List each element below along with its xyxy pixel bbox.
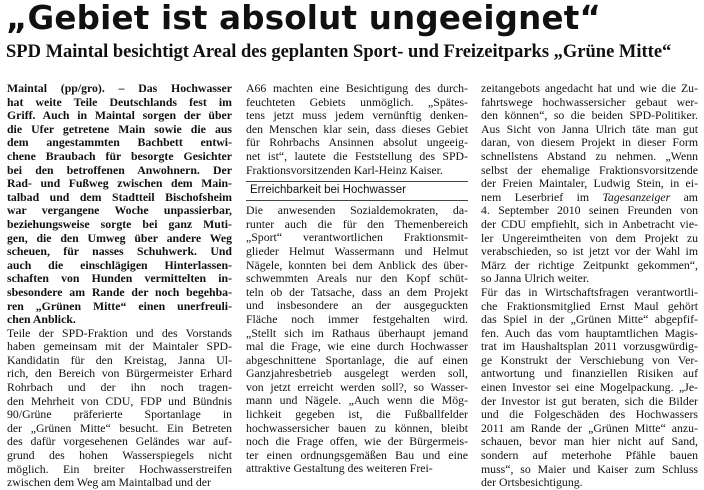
text-line: der CDU empfiehlt, sich in Anbetracht vie- <box>481 216 698 231</box>
text-line: Fraktionsvorsitzenden Karl-Heinz Kaiser. <box>246 162 443 177</box>
text-line: auch die einschlägigen Hinterlassen- <box>7 257 232 272</box>
body-paragraph <box>7 327 232 490</box>
text-line: Für das in Wirtschaftsfragen verantwortli- <box>481 284 698 299</box>
text-line: schnellstens Abstand zu nehmen. „Wenn <box>481 148 698 163</box>
text-line: Fläche noch immer festgehalten wird. <box>246 311 468 326</box>
column-2 <box>246 82 468 476</box>
text-line: bei den betroffenen Anwohnern. Der <box>7 162 232 177</box>
text-line: der „Grünen Mitte“ besucht. Ein Betreten <box>7 420 232 435</box>
body-paragraph <box>481 82 698 286</box>
text-line: war vergangene Woche unpassierbar, <box>7 203 232 218</box>
text-line: antwortung und finanziellen Risiken auf <box>481 366 698 381</box>
text-line: fen. Auch das vom hauptamtlichen Magis- <box>481 325 698 340</box>
text-line: daran, von diesem Projekt in dieser Form <box>481 135 698 150</box>
text-line: net ist“, lautete die Feststellung des SPD- <box>246 148 468 163</box>
body-paragraph <box>481 286 698 490</box>
text-line: schaften von Hunden vermittelten in- <box>7 271 232 286</box>
text-line: den Mehrheit von CDU, FDP und Bündnis <box>7 393 232 408</box>
text-line: beziehungsweise sorgte bei ganz Muti- <box>7 216 232 231</box>
section-subheading: Erreichbarkeit bei Hochwasser <box>246 181 468 201</box>
text-line: ter einen ordnungsgemäßen Bau und eine <box>246 447 468 462</box>
text-line: mann und Nägele. „Auch wenn die Mög- <box>246 393 468 408</box>
lead-paragraph <box>7 82 232 327</box>
text-line: Rad- und Fußweg zwischen dem Main- <box>7 176 232 191</box>
text-line: attraktive Gestaltung des weiteren Frei- <box>246 461 433 476</box>
text-line: Die anwesenden Sozialdemokraten, da- <box>246 203 468 218</box>
text-line: verabschieden, so ist jetzt vor der Wahl im <box>481 244 698 259</box>
text-line: chene Braubach für besorgte Gesichter <box>7 148 232 163</box>
column-3 <box>481 82 698 490</box>
text-line: den können“, so die beiden SPD-Politiker. <box>481 108 698 123</box>
text-line: Rohrbach und der ihn noch tragen- <box>7 380 232 395</box>
text-line: Teile der SPD-Fraktion und des Vorstands <box>7 325 232 340</box>
body-paragraph <box>246 82 468 177</box>
text-line: das Spiel in der „Grünen Mitte“ abgepfif- <box>481 312 698 327</box>
text-line: nem Leserbrief im Tagesanzeiger am <box>481 189 698 204</box>
text-line: talbad und dem Stadtteil Bischofsheim <box>7 189 232 204</box>
text-line: für Rohrbachs Ansinnen absolut ungeeig- <box>246 135 468 150</box>
text-line: A66 machten eine Besichtigung des durch- <box>246 81 468 95</box>
text-line: zeitangebots angedacht hat und wie die Zu- <box>481 81 698 95</box>
text-line: und die Folgeschäden des Hochwassers <box>481 407 698 422</box>
text-line: grund des hohen Wasserspiegels nicht <box>7 448 232 463</box>
text-line: noch die Frage offen, wie der Bürgermeis- <box>246 434 468 449</box>
text-line: fahrtswege hochwassersicher gebaut wer- <box>481 94 698 109</box>
text-line: ren „Grünen Mitte“ einen unerfreuli- <box>7 298 232 313</box>
text-line: von jetzt erreicht werden soll?, so Wasser- <box>246 379 468 394</box>
text-line: März der richtige Zeitpunkt gekommen“, <box>481 257 698 272</box>
text-line: schwemmten Areals nur den Kopf schüt- <box>246 271 468 286</box>
text-line: mal die Frage, wie eine durch Hochwasser <box>246 339 468 354</box>
text-line: feuchteten Gebiets unmöglich. „Spätes- <box>246 94 468 109</box>
text-line: und insbesondere an der ausgeguckten <box>246 298 468 313</box>
text-line: lichkeit gegeben ist, die Fußballfelder <box>246 407 468 422</box>
text-line: Griff. Auch in Maintal sorgen der über <box>7 108 232 123</box>
text-line: chen Anblick. <box>7 312 76 327</box>
text-line: trat im Haushaltsplan 2011 vorzusgwürdig- <box>481 339 698 354</box>
text-line: runter auch die für den Themenbereich <box>246 216 468 231</box>
text-line: Ganzjahresbetrieb ausgelegt werden soll, <box>246 366 468 381</box>
text-line: gen, die den Umweg über andere Weg <box>7 230 232 245</box>
text-line: die Ufer getretene Main sowie die aus <box>7 121 232 136</box>
text-line: 4. September 2010 seinen Freunden von <box>481 203 698 218</box>
text-line: einen Investor sei eine Mogelpackung. „Je- <box>481 380 698 395</box>
text-line: sbesondere am Rande der noch begehba- <box>7 284 232 299</box>
text-line: 90/Grüne präferierte Sportanlage in <box>7 407 232 422</box>
text-line: hochwassersicher bauen zu können, bleibt <box>246 420 468 435</box>
text-line: teln ob der Tatsache, dass an dem Projekt <box>246 284 468 299</box>
newspaper-name: Tagesanzeiger <box>602 189 671 204</box>
text-line: che Fraktionsmitglied Ernst Maul gehört <box>481 298 698 313</box>
text-line: rich, den Bereich von Bürgermeister Erhard <box>7 366 232 381</box>
text-line: des dafür vorgesehenen Geländes war auf- <box>7 434 232 449</box>
text-line: „Sport“ verantwortlichen Fraktionsmit- <box>246 230 468 245</box>
text-line: glieder Helmut Wassermann und Helmut <box>246 243 468 258</box>
text-line: sondern auf meterhohe Pfähle bauen <box>481 448 698 463</box>
text-line: den Menschen klar sein, dass dieses Gebiet <box>246 121 468 136</box>
body-paragraph <box>246 204 468 476</box>
text-line: dem angestammten Bachbett entwi- <box>7 135 232 150</box>
text-line: abgeschnittene Sportanlage, die auf einen <box>246 352 468 367</box>
text-line: „Stellt sich im Rathaus überhaupt jemand <box>246 325 468 340</box>
text-line: Nägele, konnten bei dem Anblick des über- <box>246 257 468 272</box>
text-line: ler Ungereimtheiten von dem Projekt zu <box>481 230 698 245</box>
text-line: muss“, so Maier und Kaiser zum Schluss <box>481 461 698 476</box>
text-line: so Janna Ulrich weiter. <box>481 271 590 286</box>
text-line: zwischen dem Weg am Maintalbad und der <box>7 475 211 490</box>
article-headline: „Gebiet ist absolut ungeeignet“ <box>6 0 602 37</box>
text-line: schauen, bevor man hier nicht auf Sand, <box>481 434 698 449</box>
text-line: der Investor ist gut beraten, sich die Bilder <box>481 393 698 408</box>
text-line: scheuen, für nasses Schuhwerk. Und <box>7 244 232 259</box>
column-1 <box>7 82 232 490</box>
text-line: 2011 am Rande der „Grünen Mitte“ anzu- <box>481 420 698 435</box>
text-line: möglich. Ein breiter Hochwasserstreifen <box>7 461 232 476</box>
text-line: hat weite Teile Deutschlands fest im <box>7 94 232 109</box>
text-line: Maintal (pp/gro). – Das Hochwasser <box>7 81 232 95</box>
article-subheadline: SPD Maintal besichtigt Areal des geplanten Sport- und Freizeitparks „Grüne Mitte“ <box>6 42 672 62</box>
text-line: haben gemeinsam mit der Maintaler SPD- <box>7 339 232 354</box>
text-line: ge Konstrukt der Verschiebung von Ver- <box>481 352 698 367</box>
text-line: Kandidatin für den Kreistag, Janna Ul- <box>7 352 232 367</box>
text-line: tens jetzt muss jedem vernünftig denken- <box>246 108 468 123</box>
text-line: der Ortsbesichtigung. <box>481 475 583 490</box>
text-line: Aus Sicht von Janna Ulrich täte man gut <box>481 121 698 136</box>
text-line: selbst der ehemalige Fraktionsvorsitzende <box>481 162 698 177</box>
text-line: der Freien Maintaler, Ludwig Stein, in ei- <box>481 176 698 191</box>
